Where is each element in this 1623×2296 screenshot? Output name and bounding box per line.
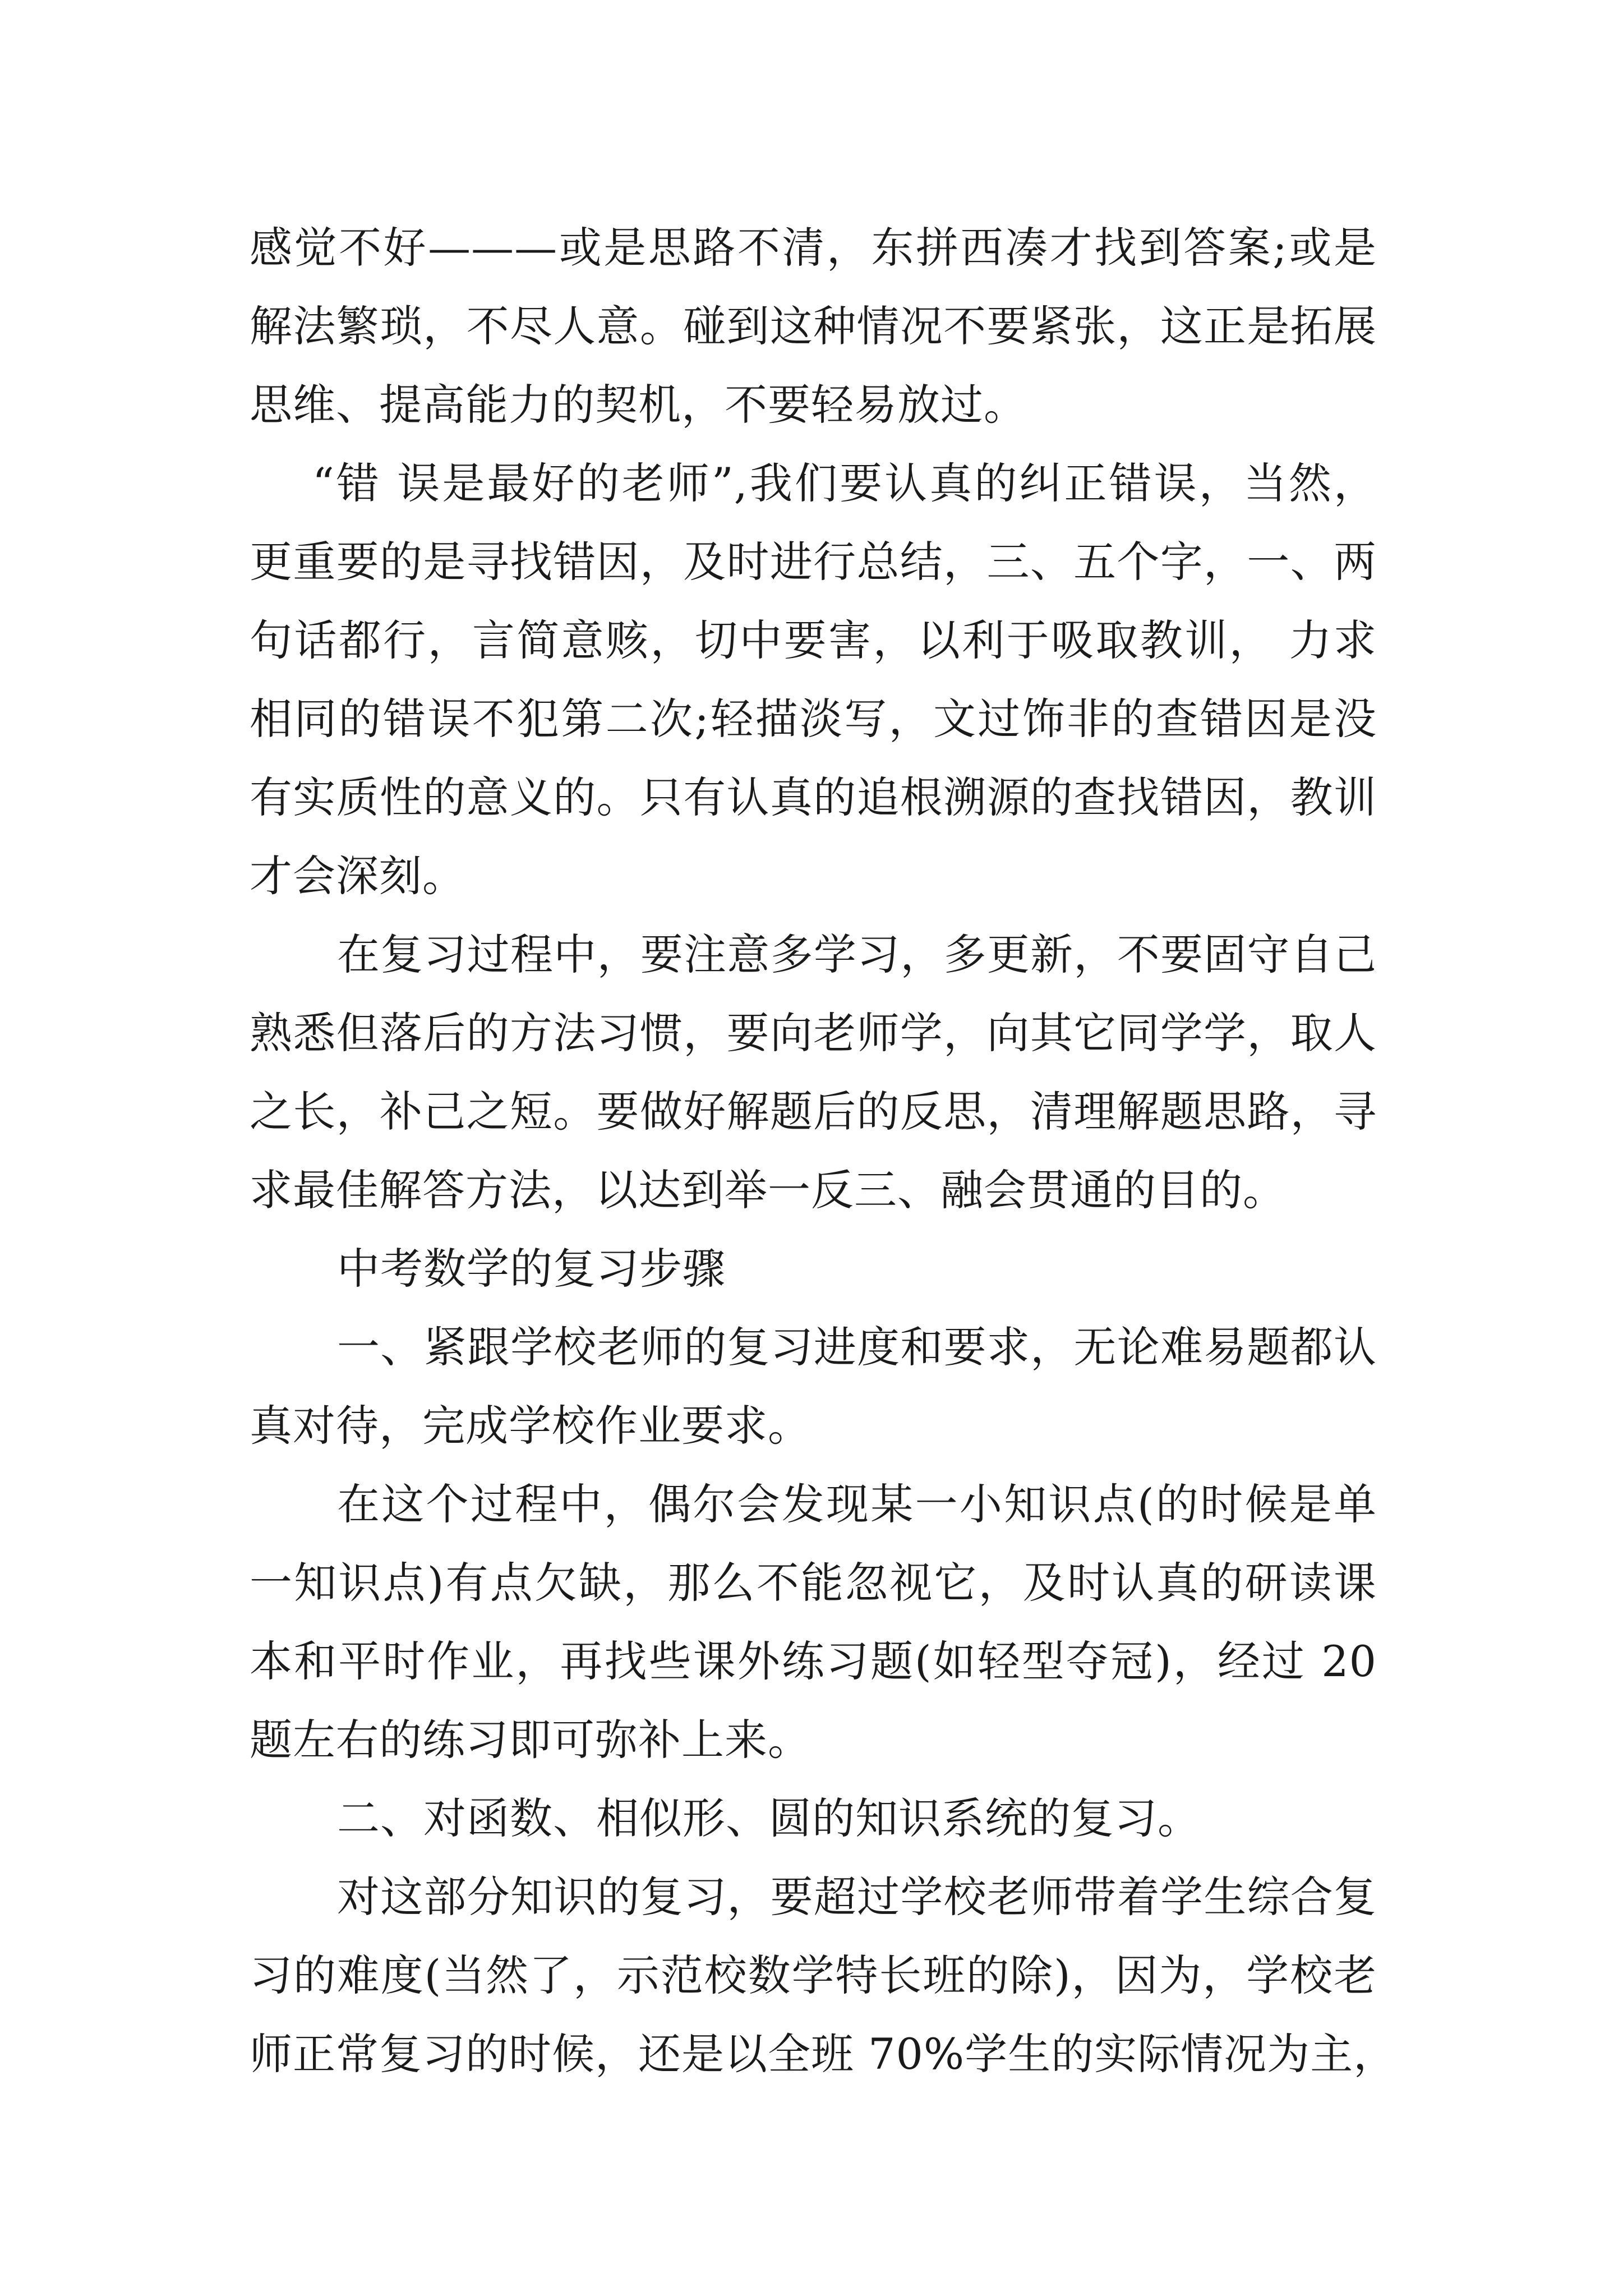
text-line: 二、对函数、相似形、圆的知识系统的复习。 [337,1793,1201,1843]
text-line: 真对待，完成学校作业要求。 [250,1401,811,1451]
text-line: “错 误是最好的老师”,我们要认真的纠正错误，当然， [312,458,1377,508]
text-line: 习的难度(当然了，示范校数学特长班的除)，因为，学校老 [250,1950,1377,2000]
text-line: 解法繁琐，不尽人意。碰到这种情况不要紧张，这正是拓展 [250,301,1377,351]
text-line: 题左右的练习即可弥补上来。 [250,1715,811,1765]
text-line: 对这部分知识的复习，要超过学校老师带着学生综合复 [337,1872,1377,1922]
text-line: 熟悉但落后的方法习惯，要向老师学，向其它同学学，取人 [250,1008,1377,1058]
text-line: 感觉不好———或是思路不清，东拼西凑才找到答案;或是 [250,223,1377,273]
text-line: 有实质性的意义的。只有认真的追根溯源的查找错因，教训 [250,772,1377,822]
text-line: 之长，补己之短。要做好解题后的反思，清理解题思路，寻 [250,1087,1377,1137]
text-line: 思维、提高能力的契机，不要轻易放过。 [250,380,1027,430]
text-line: 一知识点)有点欠缺，那么不能忽视它，及时认真的研读课 [250,1558,1377,1608]
text-line: 师正常复习的时候，还是以全班 70%学生的实际情况为主， [250,2029,1397,2079]
text-line: 求最佳解答方法，以达到举一反三、融会贯通的目的。 [250,1165,1286,1215]
text-line: 句话都行，言简意赅，切中要害，以利于吸取教训， 力求 [250,615,1377,665]
text-line: 本和平时作业，再找些课外练习题(如轻型夺冠)，经过 20 [250,1636,1377,1686]
text-line: 才会深刻。 [250,851,465,901]
text-line: 更重要的是寻找错因，及时进行总结，三、五个字，一、两 [250,537,1377,587]
text-line: 相同的错误不犯第二次;轻描淡写，文过饰非的查错因是没 [250,694,1377,744]
section-heading: 中考数学的复习步骤 [337,1244,726,1294]
text-line: 在这个过程中，偶尔会发现某一小知识点(的时候是单 [337,1479,1377,1529]
text-line: 一、紧跟学校老师的复习进度和要求，无论难易题都认 [337,1322,1377,1372]
text-line: 在复习过程中，要注意多学习，多更新，不要固守自己 [337,930,1377,979]
